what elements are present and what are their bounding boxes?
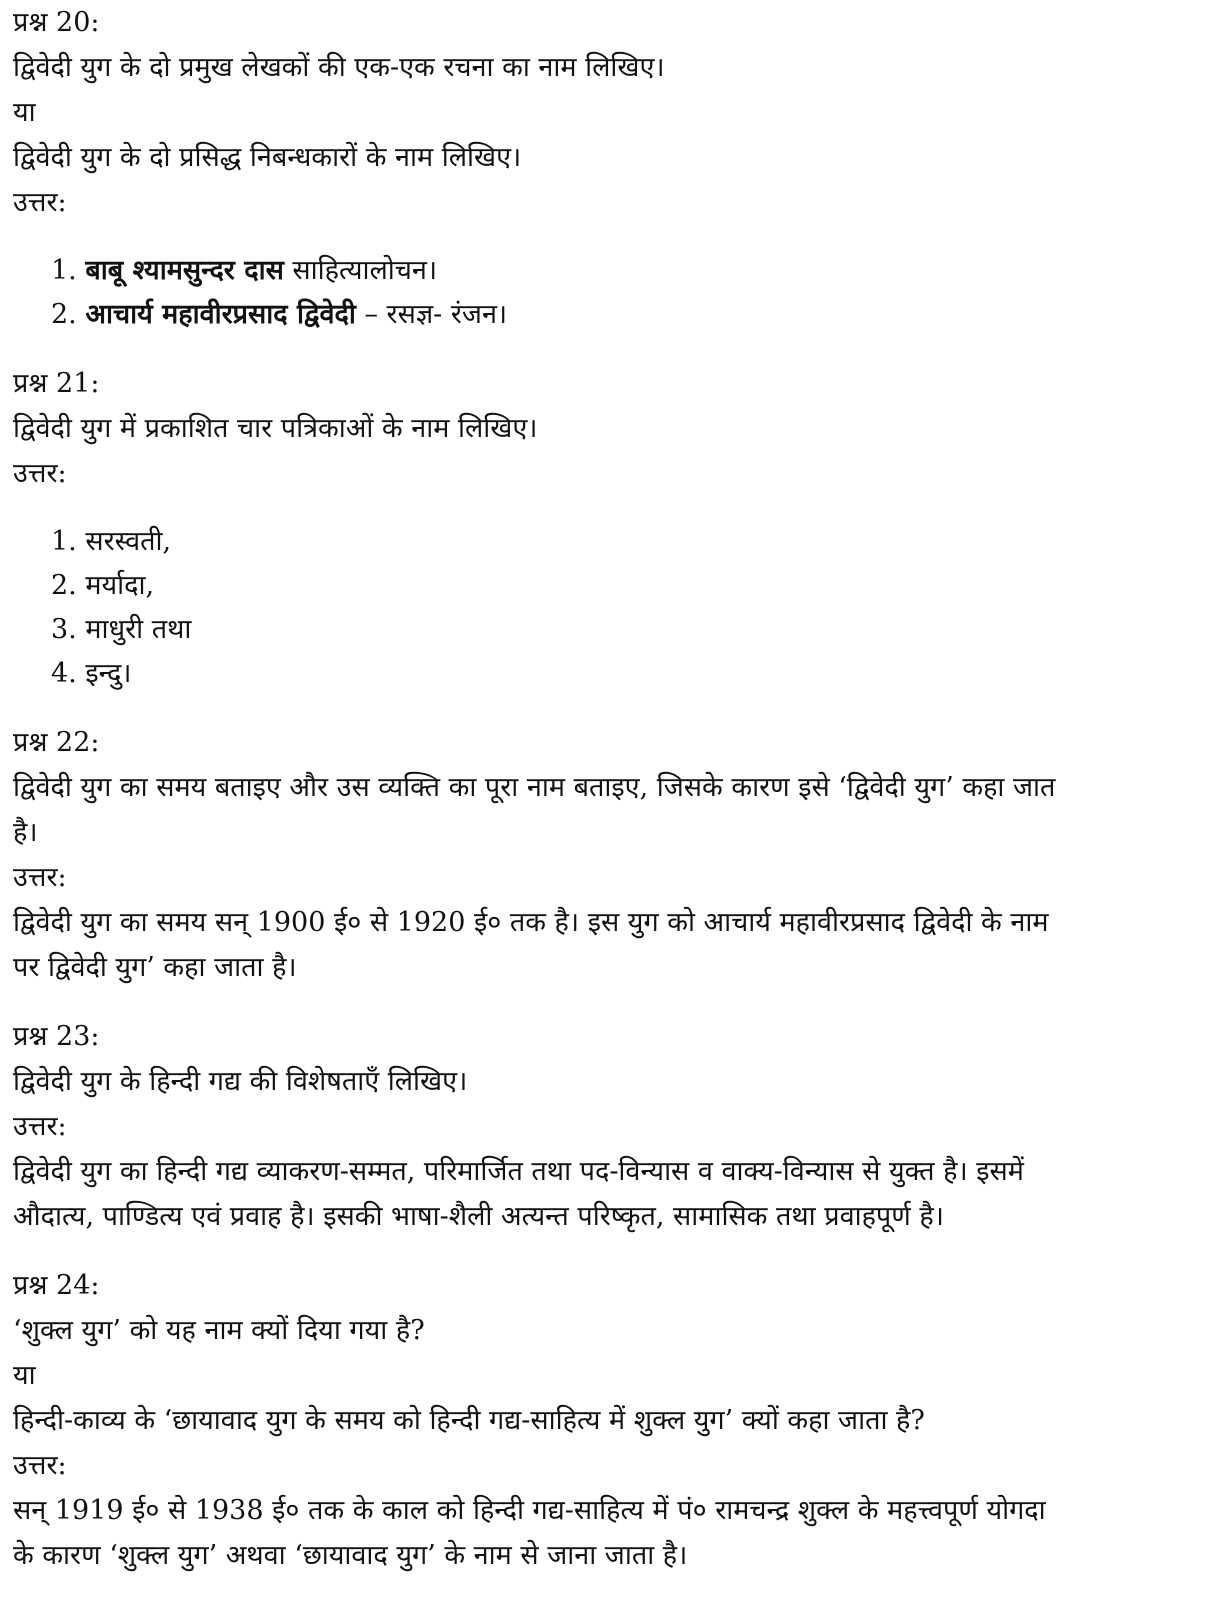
list-number: 4. [51,658,77,689]
answer-label: उत्तर: [13,458,67,489]
answer-list [13,520,1214,696]
answer-text-continued: औदात्य, पाण्डित्य एवं प्रवाह है। इसकी भाषा-शैली अत्यन्त परिष्कृत, सामासिक तथा प्रवाहपूर्ण है। [13,1201,944,1232]
question-heading: प्रश्न 23: [13,1021,100,1052]
list-item [51,249,1214,293]
question-text: द्विवेदी युग के दो प्रमुख लेखकों की एक-एक रचना का नाम लिखिए। [13,52,665,83]
question-heading: प्रश्न 20: [13,7,100,38]
list-number: 3. [51,614,77,645]
list-item [51,564,1214,608]
list-item [51,608,1214,652]
question-text-alt: द्विवेदी युग के दो प्रसिद्ध निबन्धकारों के नाम लिखिए। [13,142,522,173]
list-item-text: इन्दु। [85,658,132,689]
list-item-text: साहित्यालोचन। [283,255,438,286]
document-page [13,0,1214,1578]
list-number: 1. [51,255,77,286]
question-heading: प्रश्न 21: [13,368,100,399]
or-separator: या [13,1360,36,1391]
question-text: द्विवेदी युग में प्रकाशित चार पत्रिकाओं के नाम लिखिए। [13,413,538,444]
answer-list [13,249,1214,337]
list-item-bold: बाबू श्यामसुन्दर दास [85,255,284,286]
question-24 [13,1263,1214,1578]
answer-text: सन् 1919 ई० से 1938 ई० तक के काल को हिन्दी गद्य-साहित्य में पं० रामचन्द्र शुक्ल के महत्त्वपूर्ण योगदा [13,1495,1046,1526]
answer-text: द्विवेदी युग का हिन्दी गद्य व्याकरण-सम्मत, परिमार्जित तथा पद-विन्यास व वाक्य-विन्यास से युक्त है। इसमें [13,1156,1024,1187]
list-item-bold: आचार्य महावीरप्रसाद द्विवेदी [85,299,356,330]
answer-text-continued: के कारण ‘शुक्ल युग’ अथवा ‘छायावाद युग’ के नाम से जाना जाता है। [13,1540,688,1571]
list-item-text: – रसज्ञ- रंजन। [355,299,508,330]
list-item-text: माधुरी तथा [85,614,192,645]
question-20 [13,0,1214,361]
list-item [51,293,1214,337]
question-text: द्विवेदी युग के हिन्दी गद्य की विशेषताएँ लिखिए। [13,1066,468,1097]
question-text: द्विवेदी युग का समय बताइए और उस व्यक्ति का पूरा नाम बताइए, जिसके कारण इसे ‘द्विवेदी युग’ कहा जात [13,772,1056,803]
list-item [51,652,1214,696]
list-number: 2. [51,570,77,601]
question-text-alt: हिन्दी-काव्य के ‘छायावाद युग के समय को हिन्दी गद्य-साहित्य में शुक्ल युग’ क्यों कहा जाता है? [13,1405,925,1436]
question-heading: प्रश्न 22: [13,727,100,758]
list-item-text: मर्यादा, [85,570,155,601]
answer-label: उत्तर: [13,862,67,893]
question-23 [13,1014,1214,1263]
answer-label: उत्तर: [13,187,67,218]
question-21 [13,361,1214,720]
list-number: 1. [51,526,77,557]
list-item-text: सरस्वती, [85,526,172,557]
or-separator: या [13,97,36,128]
question-heading: प्रश्न 24: [13,1270,100,1301]
question-text-continued: है। [13,817,38,848]
list-number: 2. [51,299,77,330]
question-22 [13,720,1214,1014]
answer-label: उत्तर: [13,1111,67,1142]
answer-label: उत्तर: [13,1450,67,1481]
question-text: ‘शुक्ल युग’ को यह नाम क्यों दिया गया है? [13,1315,425,1346]
answer-text-continued: पर द्विवेदी युग’ कहा जाता है। [13,952,297,983]
answer-text: द्विवेदी युग का समय सन् 1900 ई० से 1920 ई० तक है। इस युग को आचार्य महावीरप्रसाद द्विवेदी के नाम [13,907,1049,938]
list-item [51,520,1214,564]
